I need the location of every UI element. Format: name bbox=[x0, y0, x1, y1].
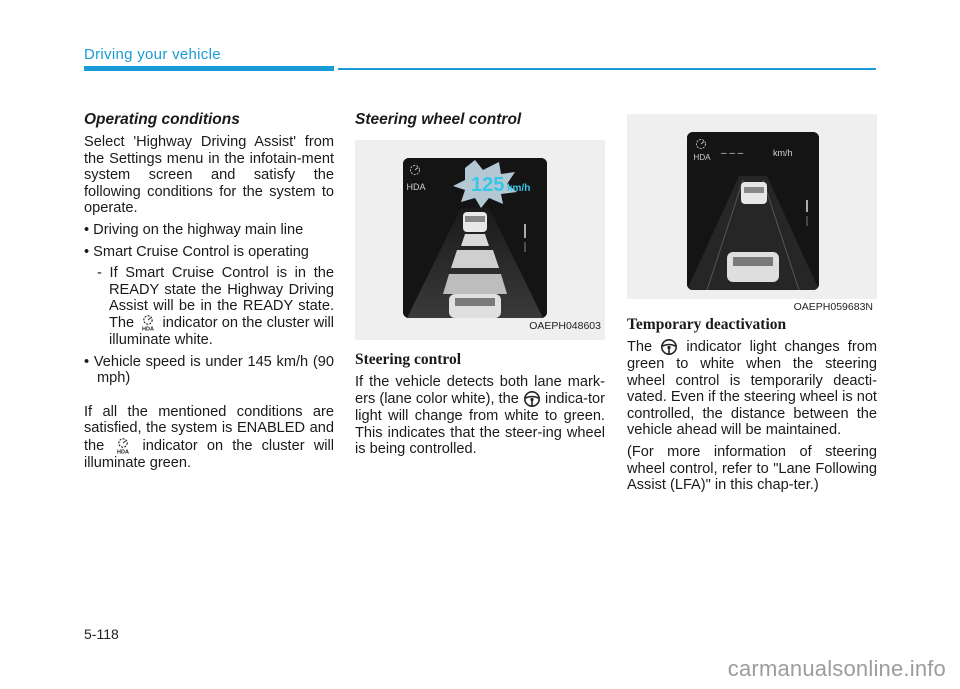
header-rule bbox=[338, 68, 876, 70]
outro-text: indicator on the cluster will illuminate green. bbox=[84, 437, 334, 471]
figure-code: OAEPH048603 bbox=[529, 320, 601, 332]
hda-label: HDA bbox=[693, 153, 711, 162]
speed-dashes: – – – bbox=[721, 148, 744, 159]
svg-text:HDA: HDA bbox=[117, 449, 130, 455]
outro-paragraph bbox=[84, 404, 334, 471]
svg-text:HDA: HDA bbox=[142, 326, 155, 333]
list-item: • Smart Cruise Control is operating bbox=[84, 243, 309, 260]
column-steering-wheel-control bbox=[355, 112, 605, 463]
section-title: Driving your vehicle bbox=[84, 46, 221, 63]
heading-steering-control: Steering control bbox=[355, 351, 462, 369]
lfa-reference-note: (For more information of steering wheel control, refer to "Lane Following Assist (LFA)" in this chap-ter.) bbox=[627, 444, 877, 494]
steering-wheel-icon bbox=[523, 390, 541, 408]
list-item-text: Driving on the highway main line bbox=[93, 222, 304, 239]
deactivation-text: The bbox=[627, 339, 653, 356]
steering-control-text: indica-tor light will change from white to green. This indicates that the steer-ing wheel is being controlled. bbox=[355, 391, 606, 458]
speed-unit: km/h bbox=[773, 148, 793, 158]
deactivation-paragraph bbox=[627, 338, 877, 438]
cluster-figure-active bbox=[355, 140, 605, 340]
list-item-text: Smart Cruise Control is operating bbox=[93, 243, 309, 260]
heading-operating-conditions: Operating conditions bbox=[84, 111, 240, 128]
speed-unit: km/h bbox=[507, 183, 531, 195]
list-item: • Driving on the highway main line bbox=[84, 222, 304, 239]
list-item-text: Vehicle speed is under 145 km/h (90 mph) bbox=[93, 353, 334, 387]
column-operating-conditions bbox=[84, 112, 334, 477]
steering-wheel-icon bbox=[660, 338, 678, 356]
watermark: carmanualsonline.info bbox=[727, 656, 946, 681]
cluster-figure-inactive bbox=[627, 114, 877, 313]
hda-label: HDA bbox=[406, 182, 426, 193]
cluster-display bbox=[403, 158, 547, 318]
cluster-display bbox=[687, 132, 819, 290]
column-temporary-deactivation bbox=[627, 114, 877, 500]
intro-paragraph: Select 'Highway Driving Assist' from the Settings menu in the infotain-ment system screen and satisfy the following conditions for the system to operate. bbox=[84, 134, 334, 217]
figure-code: OAEPH059683N bbox=[793, 301, 873, 313]
heading-temporary-deactivation: Temporary deactivation bbox=[627, 316, 787, 333]
heading-steering-wheel-control: Steering wheel control bbox=[355, 111, 522, 128]
steering-control-text: If the vehicle detects both lane mark-ers (lane color white), the bbox=[355, 373, 605, 408]
deactivation-text: indicator light changes from green to white when the steering wheel control is temporarily deacti-vated. Even if the steering wheel is not controlled, the distance between the vehicle ahead will be maintained. bbox=[627, 339, 877, 439]
cluster-screen bbox=[687, 132, 819, 290]
set-speed: 125 bbox=[471, 174, 505, 197]
hda-icon bbox=[113, 437, 133, 455]
list-item: • Vehicle speed is under 145 km/h (90 mph) bbox=[84, 353, 334, 387]
cluster-screen bbox=[403, 158, 547, 318]
sub-item bbox=[97, 265, 334, 349]
header-bar bbox=[84, 66, 334, 71]
sub-item-text: - If Smart Cruise Control is in the READY state the Highway Driving Assist will be in the READY state. The bbox=[97, 265, 334, 332]
steering-control-paragraph bbox=[355, 374, 605, 458]
outro-text: If all the mentioned conditions are satisfied, the system is ENABLED and the bbox=[84, 403, 334, 454]
page-number: 5-118 bbox=[84, 626, 119, 642]
sub-item-text: indicator on the cluster will illuminate white. bbox=[109, 315, 334, 349]
hda-icon bbox=[138, 314, 158, 332]
